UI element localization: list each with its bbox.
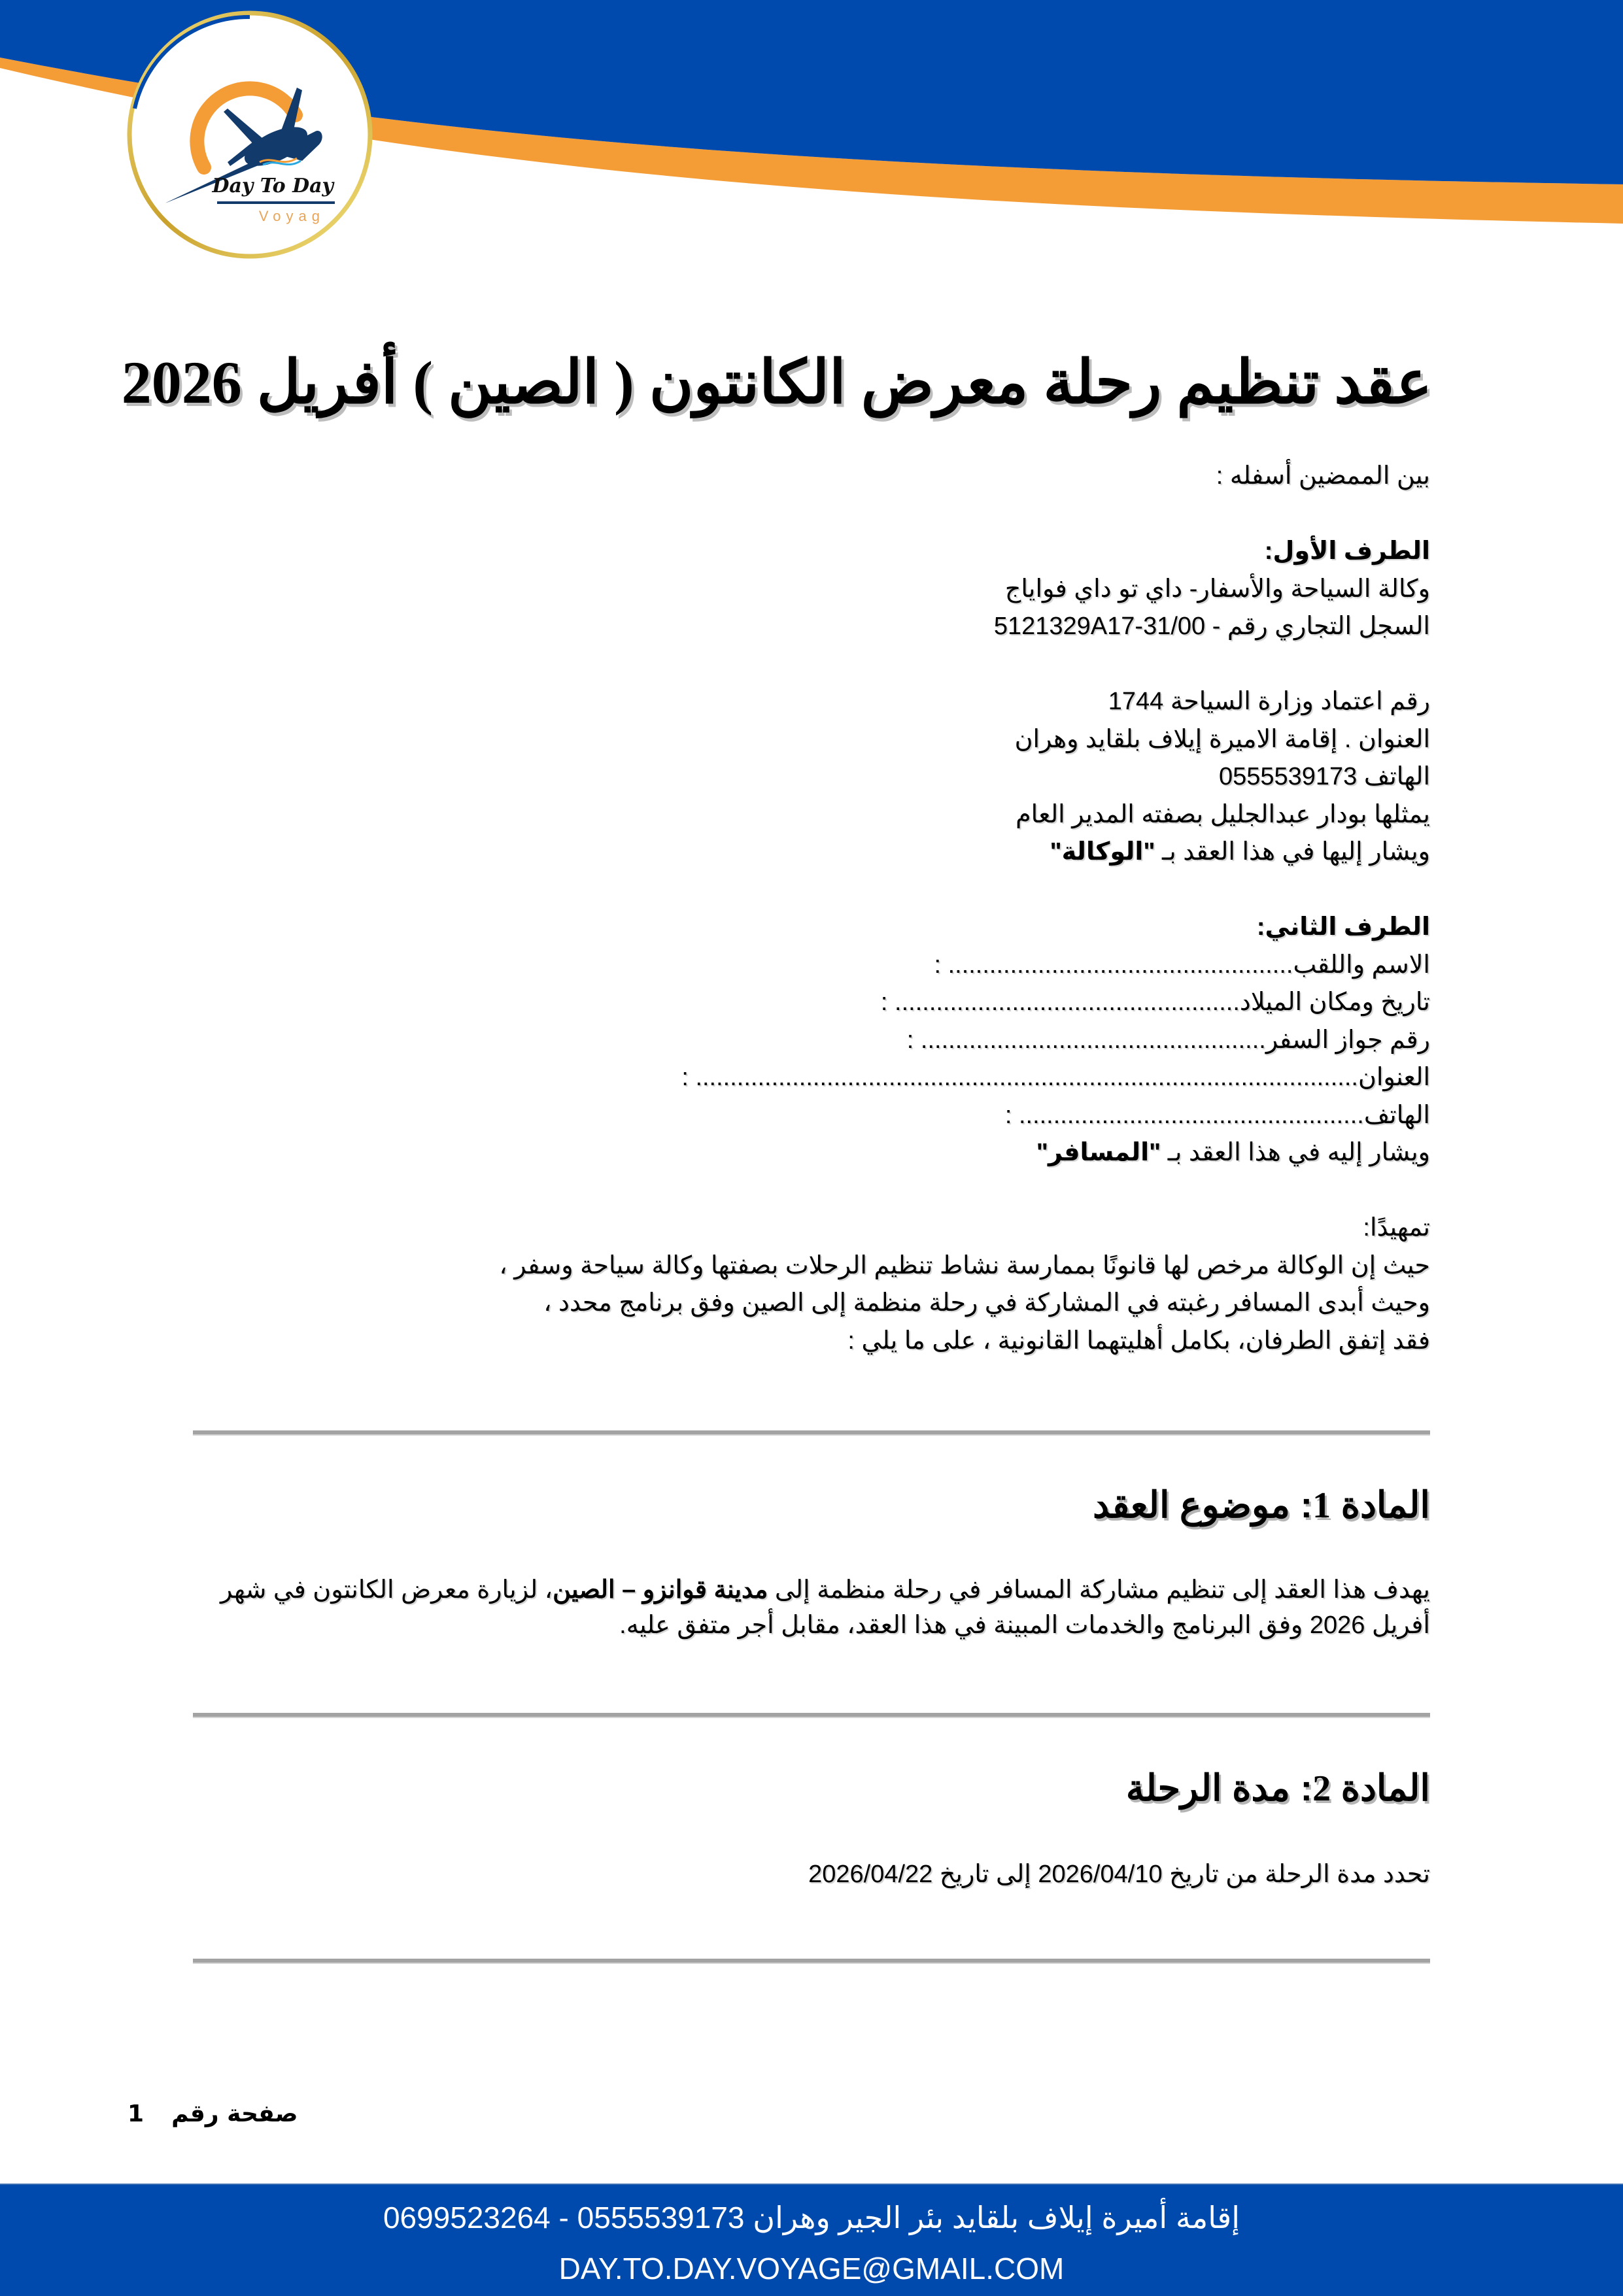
article-number: 2 [1312, 1768, 1331, 1809]
logo-brand-sub: Voyag [258, 208, 325, 224]
spacer [193, 1172, 1430, 1210]
second-party-reference [193, 1134, 1430, 1172]
first-party-line: السجل التجاري رقم - 31/00-5121329A17 [993, 613, 1430, 640]
field-label: رقم جواز السفر [1265, 1026, 1430, 1054]
logo-brand-name: Day To Day [212, 175, 333, 197]
article-2-heading [1126, 1762, 1430, 1815]
field-colon: : [681, 1064, 696, 1091]
spacer [193, 646, 1430, 684]
article-subject: : موضوع العقد [1093, 1484, 1313, 1525]
field-passport-number[interactable] [193, 1022, 1430, 1060]
page-label: صفحة رقم [171, 2101, 298, 2127]
spacer [193, 496, 1430, 533]
field-colon: : [906, 1026, 921, 1054]
page-number [128, 2101, 298, 2127]
article-text: ، لزيارة معرض الكانتون في شهر أفريل 2026 وفق البرنامج والخدمات المبينة في هذا العقد، مقابل أجر متفق عليه. [220, 1576, 1430, 1639]
section-divider [193, 1713, 1430, 1718]
field-blank: .................................................. [948, 951, 1293, 979]
field-phone[interactable] [193, 1097, 1430, 1135]
first-party-line: وكالة السياحة والأسفار- داي تو داي فواياج [1004, 575, 1430, 603]
reference-agency: "الوكالة" [1050, 838, 1155, 866]
article-subject: : مدة الرحلة [1125, 1767, 1313, 1808]
field-colon: : [934, 951, 948, 979]
page-number-value: 1 [128, 2101, 145, 2127]
article-label: المادة [1331, 1767, 1430, 1808]
company-logo [126, 10, 374, 259]
footer-address: إقامة أميرة إيلاف بلقايد بئر الجير وهران 0555539173 - 0699523264 [383, 2201, 1240, 2235]
preamble-line: وحيث أبدى المسافر رغبته في المشاركة في رحلة منظمة إلى الصين وفق برنامج محدد ، [543, 1289, 1430, 1317]
preamble-line: حيث إن الوكالة مرخص لها قانونًا بممارسة نشاط تنظيم الرحلات بصفتها وكالة سياحة وسفر ، [499, 1251, 1430, 1279]
field-label: الاسم واللقب [1293, 951, 1430, 979]
field-blank: .................................................. [920, 1026, 1266, 1054]
article-label: المادة [1331, 1484, 1430, 1525]
footer-email[interactable]: DAY.TO.DAY.VOYAGE@GMAIL.COM [558, 2252, 1065, 2286]
field-label: الهاتف [1363, 1101, 1430, 1129]
first-party-line: الهاتف 0555539173 [1218, 763, 1430, 790]
first-party-line: العنوان . إقامة الاميرة إيلاف بلقايد وهران [1014, 725, 1430, 753]
footer-contact-bar [0, 2184, 1623, 2296]
contract-parties [193, 458, 1430, 1360]
document-title: عقد تنظيم رحلة معرض الكانتون ( الصين ) أفريل 2026 [121, 349, 1432, 416]
article-text: يهدف هذا العقد إلى تنظيم مشاركة المسافر في رحلة منظمة إلى [768, 1576, 1430, 1604]
section-divider [193, 1959, 1430, 1964]
article-destination: مدينة قوانزو – الصين [553, 1576, 768, 1604]
article-1-body [188, 1572, 1430, 1643]
article-2-body: تحدد مدة الرحلة من تاريخ 2026/04/10 إلى تاريخ 2026/04/22 [808, 1861, 1430, 1888]
second-party-heading: الطرف الثاني: [1256, 913, 1430, 941]
preamble-heading: تمهيدًا: [1363, 1214, 1430, 1241]
field-colon: : [880, 988, 895, 1016]
first-party-line: يمثلها بودار عبدالجليل بصفته المدير العام [1016, 800, 1430, 828]
field-blank: .................................................. [1018, 1101, 1364, 1129]
first-party-reference [193, 834, 1430, 871]
article-number: 1 [1312, 1485, 1331, 1526]
field-full-name[interactable] [193, 947, 1430, 985]
preamble-line: فقد إتفق الطرفان، بكامل أهليتهما القانونية ، على ما يلي : [847, 1326, 1430, 1355]
field-label: العنوان [1358, 1064, 1430, 1091]
field-address[interactable] [193, 1059, 1430, 1097]
reference-prefix: ويشار إليه في هذا العقد بـ [1161, 1139, 1430, 1166]
field-blank: ................................................................................................ [695, 1064, 1358, 1091]
field-blank: .................................................. [895, 988, 1240, 1016]
reference-traveler: "المسافر" [1036, 1139, 1161, 1166]
spacer [193, 871, 1430, 909]
field-label: تاريخ ومكان الميلاد [1239, 988, 1430, 1016]
article-1-heading [1093, 1479, 1430, 1532]
first-party-line: رقم اعتماد وزارة السياحة 1744 [1108, 688, 1430, 715]
field-colon: : [1004, 1101, 1019, 1129]
first-party-heading: الطرف الأول: [1264, 537, 1430, 565]
intro-text: بين الممضين أسفله : [1216, 462, 1430, 490]
reference-prefix: ويشار إليها في هذا العقد بـ [1155, 838, 1430, 866]
section-divider [193, 1430, 1430, 1436]
field-birth-date-place[interactable] [193, 984, 1430, 1022]
